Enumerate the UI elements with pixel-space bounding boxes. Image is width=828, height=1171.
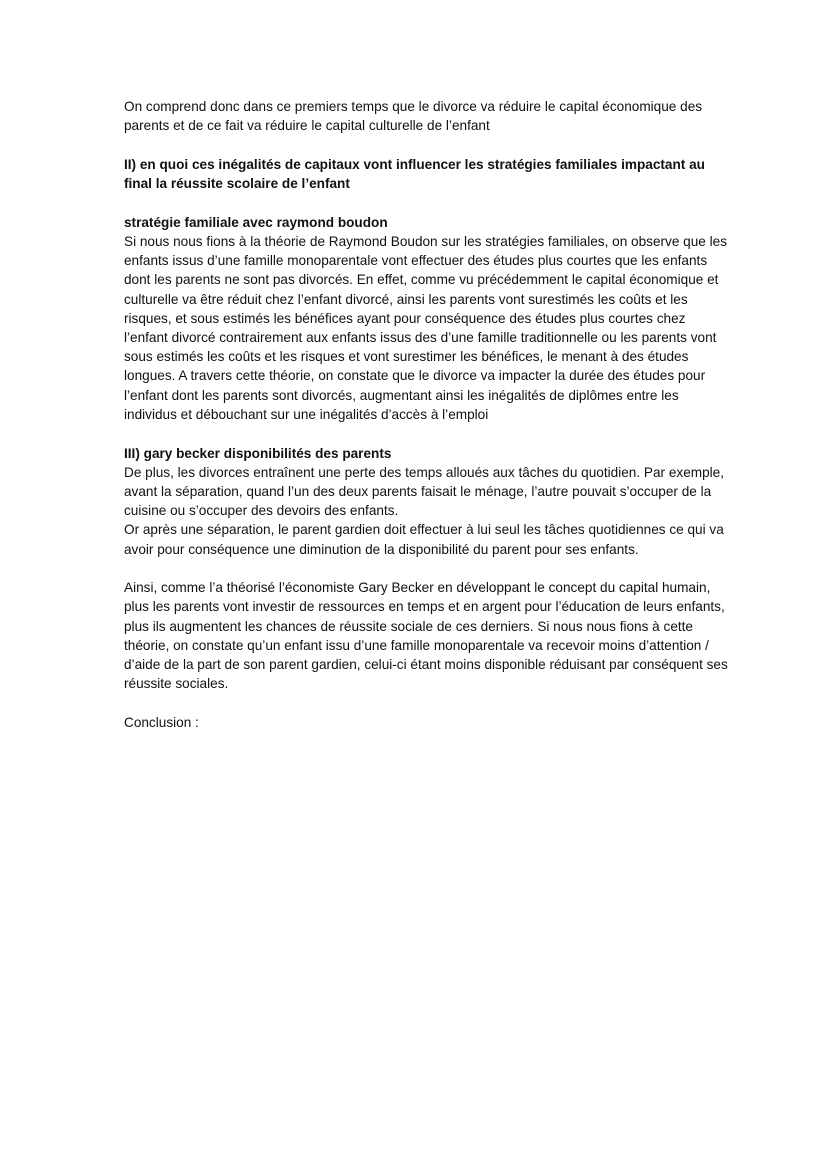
paragraph-spacer <box>124 135 730 155</box>
paragraph-spacer <box>124 693 730 713</box>
section-3-paragraph-1: De plus, les divorces entraînent une perte des temps alloués aux tâches du quotidien. Par exemple, avant la séparation, quand l’un des deux parents faisait le ménage, l’autre pouvait s’occuper de la cuisine ou s’occuper des devoirs des enfants. <box>124 464 724 519</box>
paragraph-spacer <box>124 559 730 579</box>
section-2-paragraph: Si nous nous fions à la théorie de Raymond Boudon sur les stratégies familiales, on observe que les enfants issus d’une famille monoparentale vont effectuer des études plus courtes que les enfants dont les parents ne sont pas divorcés. En effet, comme vu précédemment le capital économique et culturelle va être réduit chez l’enfant divorcé, ainsi les parents vont surestimés les coûts et les risques, et sous estimés les bénéfices ayant pour conséquence des études plus courtes chez l’enfant divorcé contrairement aux enfants issus des d’une famille traditionnelle ou les parents vont sous estimés les coûts et les risques et vont surestimer les bénéfices, le menant à des études longues. A travers cette théorie, on constate que le divorce va impacter la durée des études pour l’enfant dont les parents sont divorcés, augmentant ainsi les inégalités de diplômes entre les individus et débouchant sur une inégalités d’accès à l’emploi <box>124 234 728 422</box>
paragraph-spacer <box>124 193 730 213</box>
paragraph-spacer <box>124 424 730 444</box>
intro-paragraph: On comprend donc dans ce premiers temps que le divorce va réduire le capital économique des parents et de ce fait va réduire le capital culturelle de l’enfant <box>124 99 703 134</box>
conclusion-label: Conclusion : <box>124 714 199 730</box>
section-2-heading: II) en quoi ces inégalités de capitaux vont influencer les stratégies familiales impactant au final la réussite scolaire de l’enfant <box>124 156 705 192</box>
section-3-paragraph-2: Or après une séparation, le parent gardien doit effectuer à lui seul les tâches quotidiennes ce qui va avoir pour conséquence une diminution de la disponibilité du parent pour ses enfants. <box>124 522 724 557</box>
section-3-paragraph-3: Ainsi, comme l’a théorisé l’économiste Gary Becker en développant le concept du capital humain, plus les parents vont investir de ressources en temps et en argent pour l’éducation de leurs enfants, plus ils augmentent les chances de réussite sociale de ces derniers. Si nous nous fions à cette théorie, on constate qu’un enfant issu d’une famille monoparentale va recevoir moins d’attention / d’aide de la part de son parent gardien, celui-ci étant moins disponible réduisant par conséquent ses réussite sociales. <box>124 580 728 692</box>
section-2-subheading: stratégie familiale avec raymond boudon <box>124 214 388 230</box>
section-3-heading: III) gary becker disponibilités des parents <box>124 445 392 461</box>
document-body <box>124 97 730 732</box>
